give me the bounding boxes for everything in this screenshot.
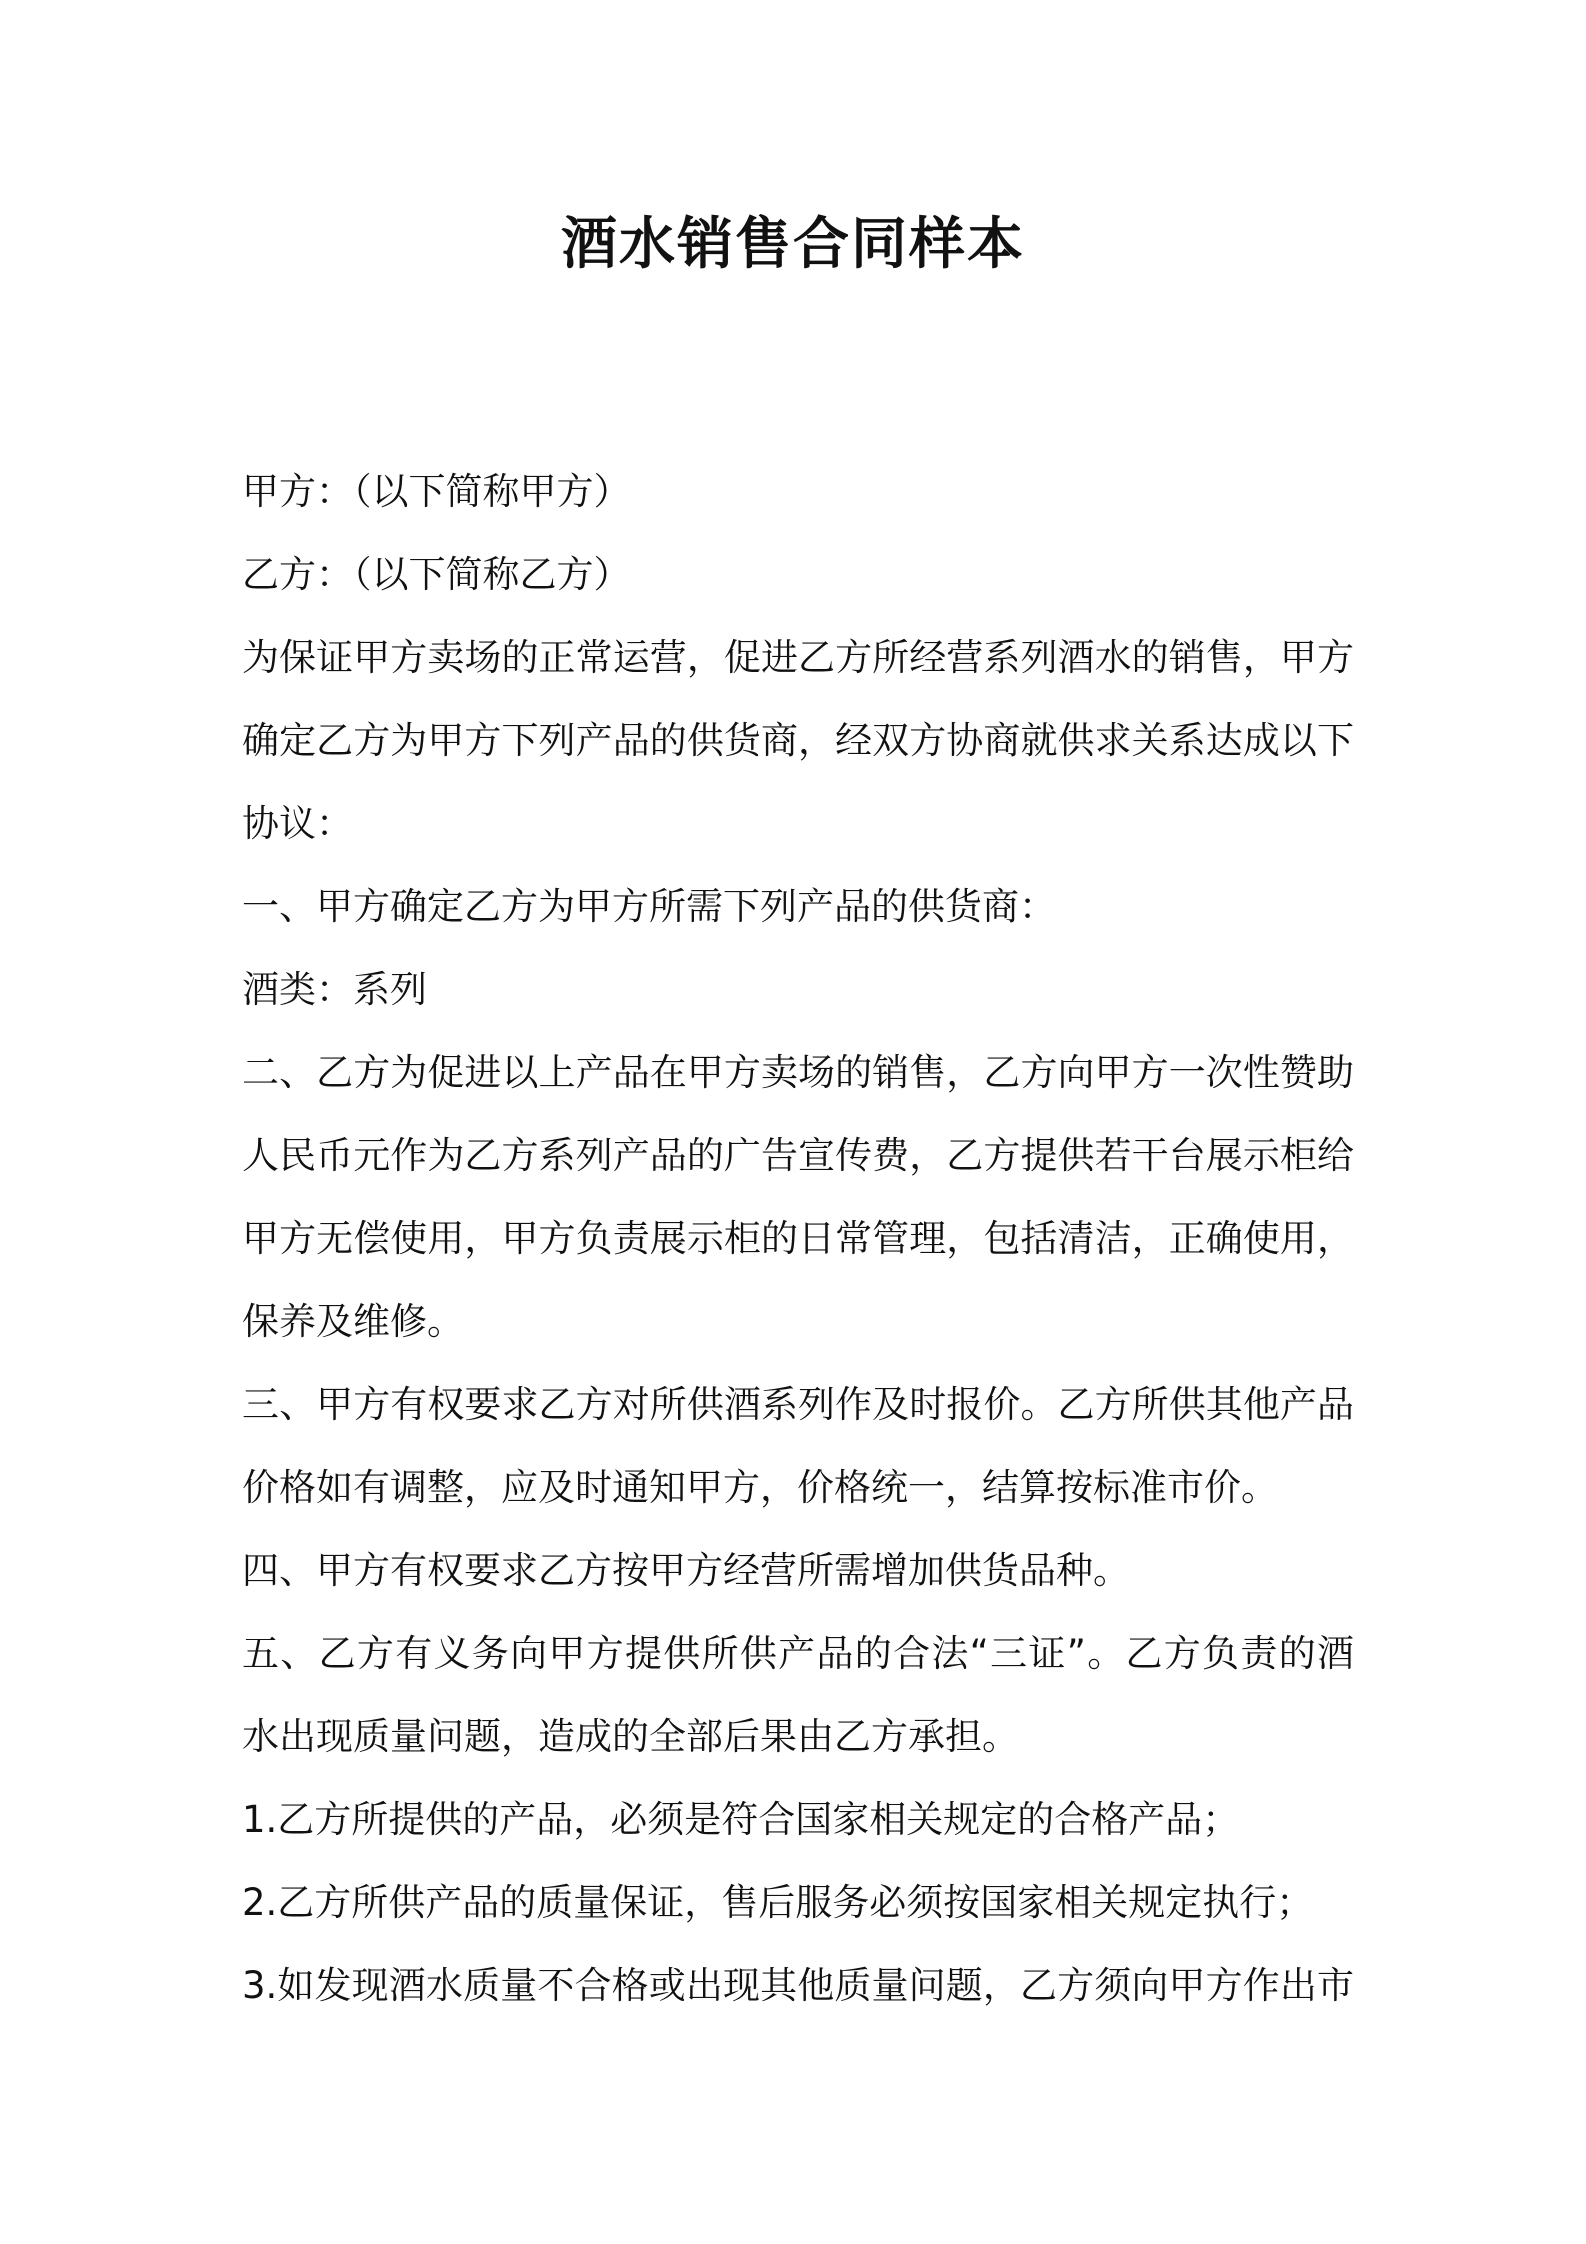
clause-2-line-1: 二、乙方为促进以上产品在甲方卖场的销售，乙方向甲方一次性赞助 — [242, 1051, 1354, 1094]
clause-3-line-2: 价格如有调整，应及时通知甲方，价格统一，结算按标准市价。 — [242, 1466, 1278, 1509]
document-title: 酒水销售合同样本 — [561, 212, 1025, 277]
clause-1-line-1: 一、甲方确定乙方为甲方所需下列产品的供货商： — [242, 885, 1056, 928]
preamble-line-2: 确定乙方为甲方下列产品的供货商，经双方协商就供求关系达成以下 — [242, 719, 1354, 762]
party-b-line: 乙方：（以下简称乙方） — [242, 553, 631, 596]
preamble-line-1: 为保证甲方卖场的正常运营，促进乙方所经营系列酒水的销售，甲方 — [242, 636, 1354, 679]
clause-2-line-4: 保养及维修。 — [242, 1300, 464, 1343]
clause-1-line-2: 酒类：系列 — [242, 968, 427, 1011]
clause-2-line-3: 甲方无偿使用，甲方负责展示柜的日常管理，包括清洁，正确使用， — [242, 1217, 1354, 1260]
clause-5-item-1: 1.乙方所提供的产品，必须是符合国家相关规定的合格产品； — [242, 1798, 1240, 1841]
clause-4-line-1: 四、甲方有权要求乙方按甲方经营所需增加供货品种。 — [242, 1549, 1130, 1592]
clause-5-item-3: 3.如发现酒水质量不合格或出现其他质量问题，乙方须向甲方作出市 — [242, 1964, 1354, 2007]
preamble-line-3: 协议： — [242, 802, 353, 845]
party-a-line: 甲方：（以下简称甲方） — [242, 470, 631, 513]
clause-3-line-1: 三、甲方有权要求乙方对所供酒系列作及时报价。乙方所供其他产品 — [242, 1383, 1354, 1426]
clause-5-item-2: 2.乙方所供产品的质量保证，售后服务必须按国家相关规定执行； — [242, 1881, 1314, 1924]
clause-2-line-2: 人民币元作为乙方系列产品的广告宣传费，乙方提供若干台展示柜给 — [242, 1134, 1354, 1177]
clause-5-line-2: 水出现质量问题，造成的全部后果由乙方承担。 — [242, 1715, 1019, 1758]
contract-body — [242, 450, 1354, 2027]
clause-5-line-1: 五、乙方有义务向甲方提供所供产品的合法“三证”。乙方负责的酒 — [242, 1632, 1354, 1675]
